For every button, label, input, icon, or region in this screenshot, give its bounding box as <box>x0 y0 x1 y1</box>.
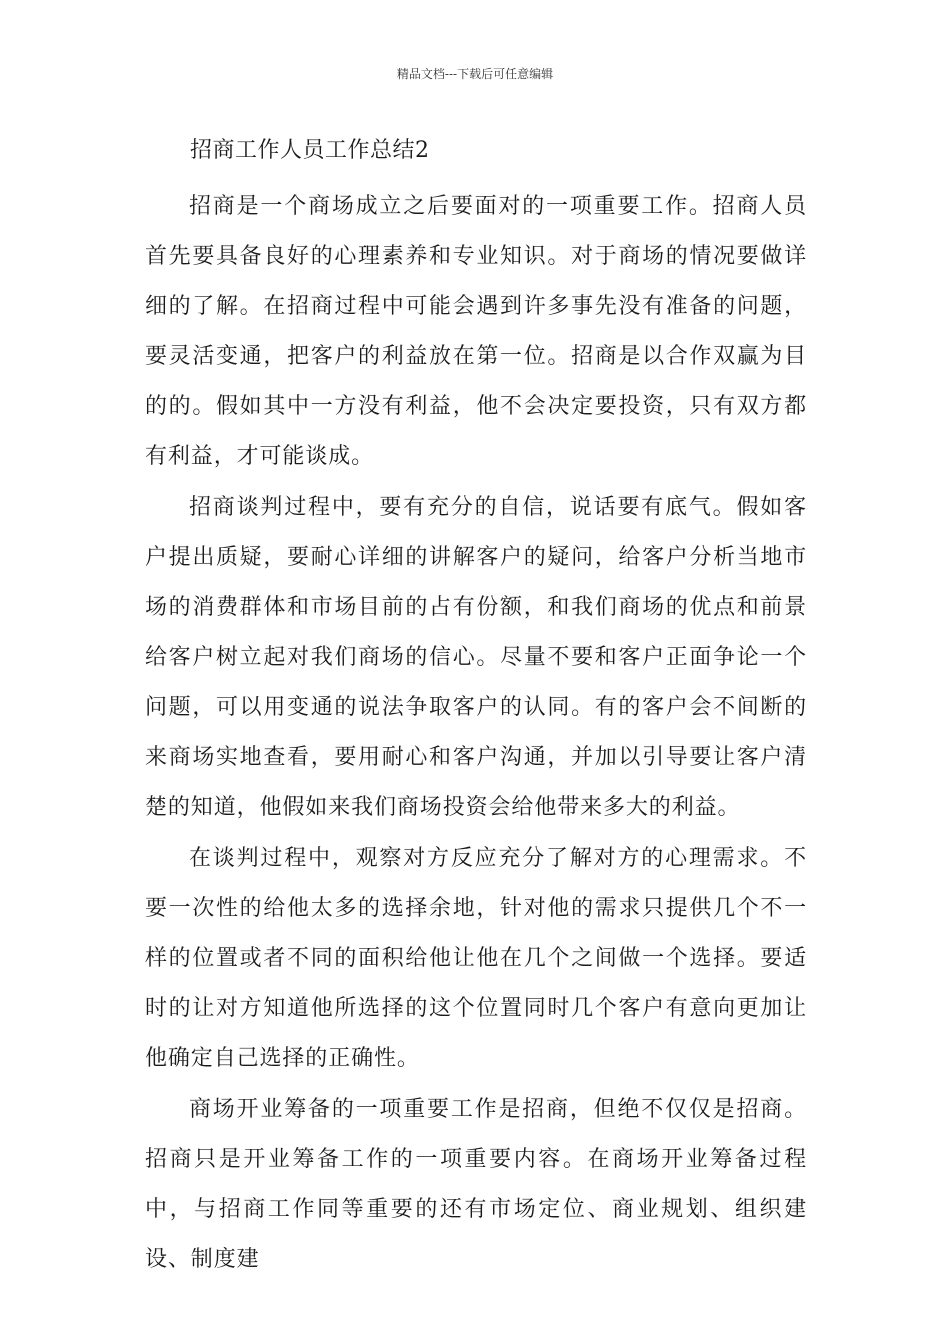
document-body <box>145 182 807 1286</box>
paragraph-2: 招商谈判过程中，要有充分的自信，说话要有底气。假如客户提出质疑，要耐心详细的讲解客户的疑问，给客户分析当地市场的消费群体和市场目前的占有份额，和我们商场的优点和前景给客户树立起对我们商场的信心。尽量不要和客户正面争论一个问题，可以用变通的说法争取客户的认同。有的客户会不间断的来商场实地查看，要用耐心和客户沟通，并加以引导要让客户清楚的知道，他假如来我们商场投资会给他带来多大的利益。 <box>145 495 807 820</box>
paragraph-4: 商场开业筹备的一项重要工作是招商，但绝不仅仅是招商。招商只是开业筹备工作的一项重要内容。在商场开业筹备过程中，与招商工作同等重要的还有市场定位、商业规划、组织建设、制度建 <box>145 1097 807 1272</box>
page-header: 精品文档---下载后可任意编辑 <box>396 67 554 81</box>
document-title: 招商工作人员工作总结2 <box>190 138 430 163</box>
paragraph-3: 在谈判过程中，观察对方反应充分了解对方的心理需求。不要一次性的给他太多的选择余地，针对他的需求只提供几个不一样的位置或者不同的面积给他让他在几个之间做一个选择。要适时的让对方知道他所选择的这个位置同时几个客户有意向更加让他确定自己选择的正确性。 <box>145 846 807 1071</box>
paragraph-1: 招商是一个商场成立之后要面对的一项重要工作。招商人员首先要具备良好的心理素养和专业知识。对于商场的情况要做详细的了解。在招商过程中可能会遇到许多事先没有准备的问题，要灵活变通，把客户的利益放在第一位。招商是以合作双赢为目的的。假如其中一方没有利益，他不会决定要投资，只有双方都有利益，才可能谈成。 <box>145 194 807 469</box>
